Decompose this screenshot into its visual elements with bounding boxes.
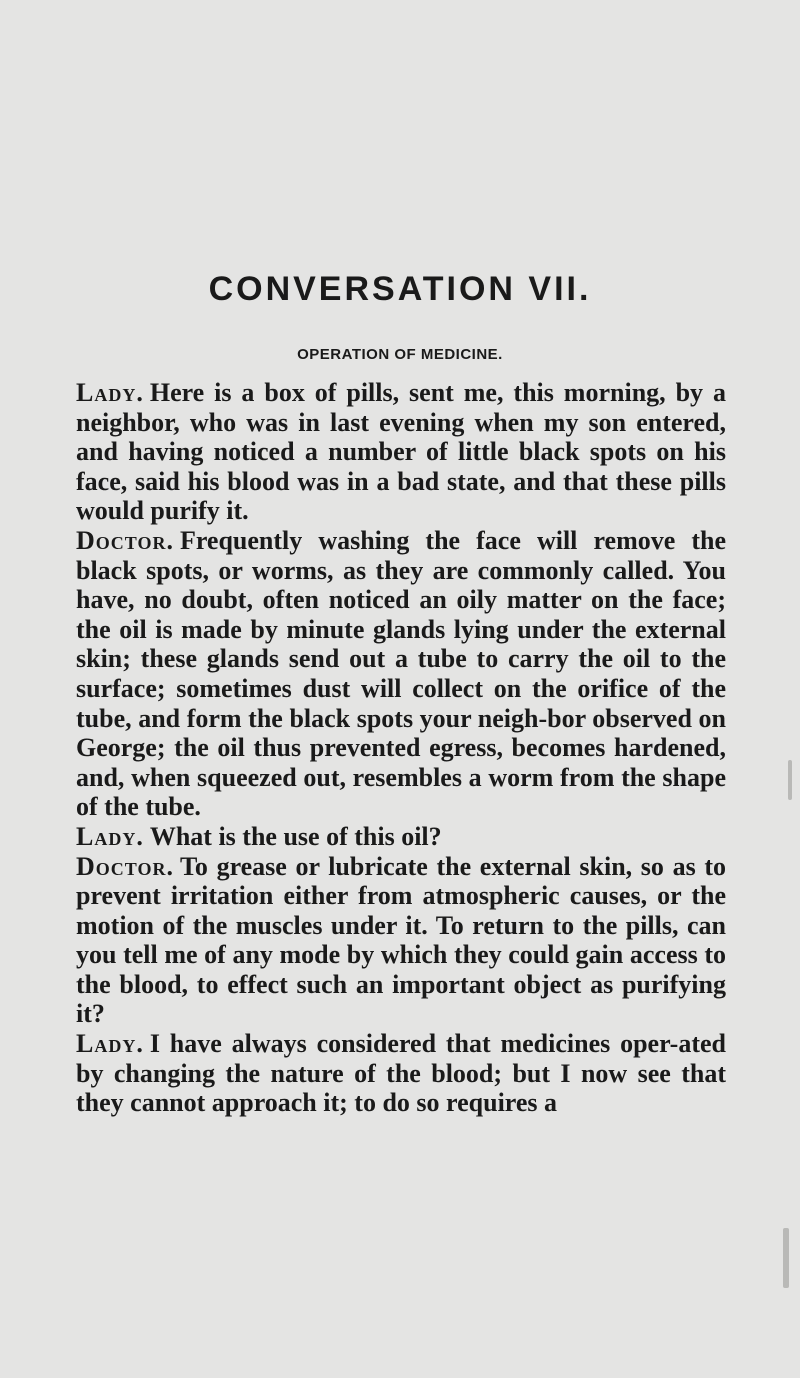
chapter-title: CONVERSATION VII.	[208, 270, 592, 308]
page-blemish	[788, 760, 792, 800]
dialogue-paragraph	[76, 1029, 726, 1118]
dialogue-text: I have always considered that medicines oper-ated by changing the nature of the blood; but I now see that they cannot approach it; to do so requires a	[76, 1029, 726, 1118]
dialogue-paragraph	[76, 852, 726, 1030]
speaker-label: Doctor.	[76, 851, 174, 881]
chapter-subtitle: OPERATION OF MEDICINE.	[297, 346, 503, 363]
speaker-label: Lady.	[76, 378, 144, 407]
dialogue-text: Here is a box of pills, sent me, this morning, by a neighbor, who was in last evening when my son entered, and having noticed a number of little black spots on his face, said his blood was in a bad state, and that these pills would purify it.	[76, 378, 726, 526]
dialogue-body	[76, 378, 726, 1118]
dialogue-text: What is the use of this oil?	[149, 821, 442, 851]
dialogue-text: Frequently washing the face will remove the black spots, or worms, as they are commonly called. You have, no doubt, often noticed an oily matter on the face; the oil is made by minute glands lying under the external skin; these glands send out a tube to carry the oil to the surface; sometimes dust will collect on the orifice of the tube, and form the black spots your neigh-bor observed on George; the oil thus prevented egress, becomes hardened, and, when squeezed out, resembles a worm from the shape of the tube.	[76, 525, 726, 822]
speaker-label: Lady.	[76, 1029, 144, 1059]
dialogue-paragraph	[76, 526, 726, 822]
speaker-label: Doctor.	[76, 525, 174, 555]
dialogue-paragraph	[76, 378, 726, 526]
speaker-label: Lady.	[76, 821, 144, 851]
dialogue-paragraph	[76, 822, 726, 852]
dialogue-text: To grease or lubricate the external skin, so as to prevent irritation either from atmospheric causes, or the motion of the muscles under it. To return to the pills, can you tell me of any mode by which they could gain access to the blood, to effect such an important object as purifying it?	[76, 851, 726, 1029]
page-blemish	[783, 1228, 789, 1288]
